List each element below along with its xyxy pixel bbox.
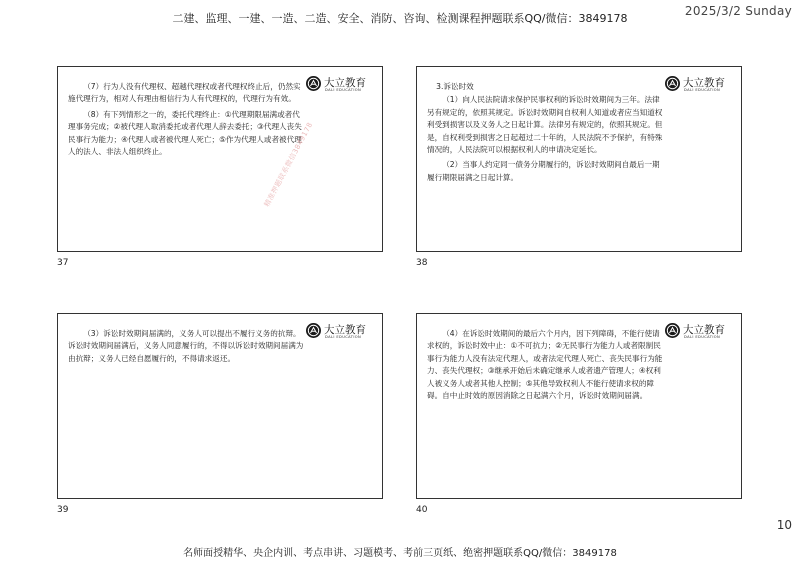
logo-subtitle: DALI EDUCATION	[325, 88, 362, 92]
paragraph: （2）当事人约定同一债务分期履行的，诉讼时效期间自最后一期履行期限届满之日起计算。	[427, 160, 660, 182]
slide-text	[427, 81, 665, 187]
sheet-number: 10	[776, 518, 792, 532]
page-footer: 名师面授精华、央企内训、考点串讲、习题模考、考前三页纸、绝密押题联系QQ/微信：3849178	[183, 548, 617, 559]
logo-subtitle: DALI EDUCATION	[325, 335, 362, 339]
slide-text	[68, 81, 306, 161]
logo-name: 大立教育	[683, 77, 725, 89]
slide-page-number: 37	[57, 258, 69, 268]
logo-name: 大立教育	[683, 324, 725, 336]
dali-logo	[306, 322, 374, 342]
dali-logo-icon	[665, 76, 680, 91]
slide-39	[57, 313, 383, 499]
paragraph: （1）向人民法院请求保护民事权利的诉讼时效期间为三年。法律另有规定的，依照其规定。诉讼时效期间自权利人知道或者应当知道权利受到损害以及义务人之日起计算。法律另有规定的，依照其规定。但是，自权利受到损害之日起超过二十年的，人民法院不予保护，有特殊情况的，人民法院可以根据权利人的申请决定延长。	[427, 95, 663, 155]
slide-37	[57, 66, 383, 252]
slide-page-number: 40	[416, 505, 428, 515]
watermark-text: 精准押题联系微信3849178	[262, 120, 315, 209]
slide-text	[427, 328, 665, 405]
slide-page-number: 38	[416, 258, 428, 268]
logo-name: 大立教育	[324, 77, 366, 89]
paragraph: （7）行为人没有代理权、超越代理权或者代理权终止后，仍然实施代理行为，相对人有理由相信行为人有代理权的，代理行为有效。	[68, 82, 301, 104]
slide-38	[416, 66, 742, 252]
dali-logo-icon	[665, 323, 680, 338]
slide-heading: 3.诉讼时效	[436, 82, 474, 91]
dali-logo-icon	[306, 76, 321, 91]
logo-name: 大立教育	[324, 324, 366, 336]
slide-40	[416, 313, 742, 499]
logo-subtitle: DALI EDUCATION	[684, 335, 721, 339]
page-header-date: 2025/3/2 Sunday	[684, 4, 792, 18]
dali-logo	[665, 75, 733, 95]
page-header-title: 二建、监理、一建、一造、二造、安全、消防、咨询、检测课程押题联系QQ/微信：3849178	[172, 12, 628, 25]
dali-logo	[665, 322, 733, 342]
dali-logo	[306, 75, 374, 95]
paragraph: （3）诉讼时效期间届满的，义务人可以提出不履行义务的抗辩。诉讼时效期间届满后，义务人同意履行的，不得以诉讼时效期间届满为由抗辩；义务人已经自愿履行的，不得请求返还。	[68, 329, 304, 363]
slide-page-number: 39	[57, 505, 69, 515]
slide-text	[68, 328, 306, 368]
logo-subtitle: DALI EDUCATION	[684, 88, 721, 92]
paragraph: （4）在诉讼时效期间的最后六个月内，因下列障碍，不能行使请求权的，诉讼时效中止：①不可抗力；②无民事行为能力人或者限制民事行为能力人没有法定代理人，或者法定代理人死亡、丧失民事行为能力、丧失代理权；③继承开始后未确定继承人或者遗产管理人；④权利人被义务人或者其他人控制；⑤其他导致权利人不能行使请求权的障碍。自中止时效的原因消除之日起满六个月，诉讼时效期间届满。	[427, 329, 663, 401]
paragraph: （8）有下列情形之一的，委托代理终止：①代理期限届满或者代理事务完成；②被代理人取消委托或者代理人辞去委托；③代理人丧失民事行为能力；④代理人或者被代理人死亡；⑤作为代理人或者被代理人的法人、非法人组织终止。	[68, 109, 302, 157]
dali-logo-icon	[306, 323, 321, 338]
